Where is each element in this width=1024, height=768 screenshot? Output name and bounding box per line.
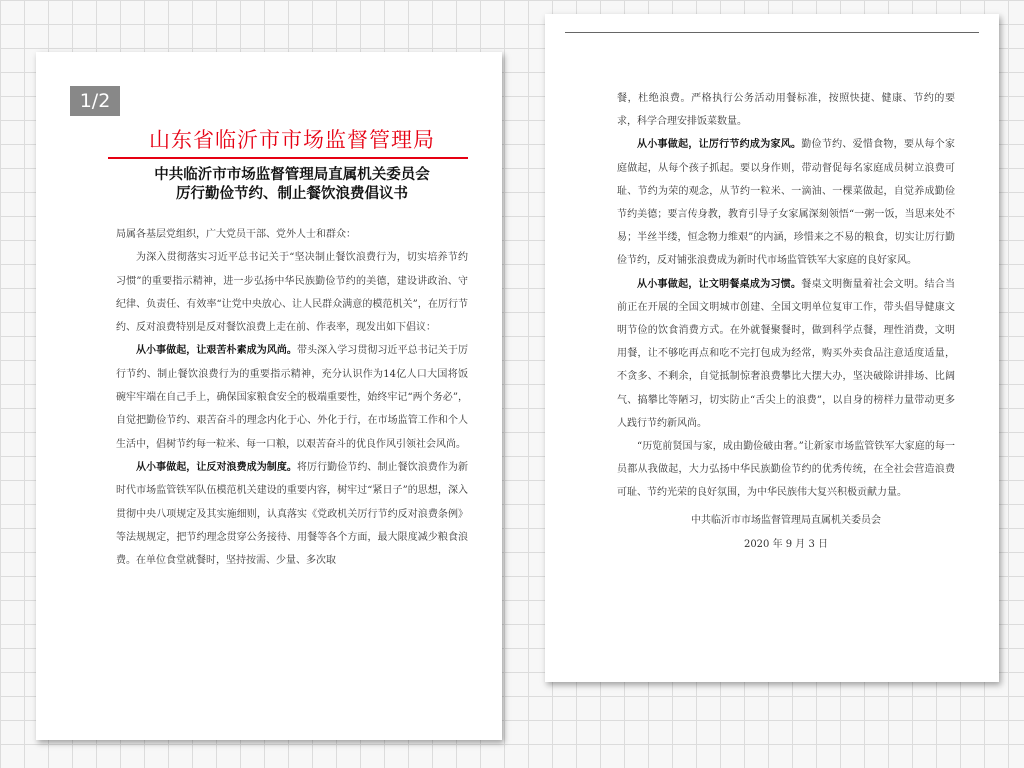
closing-paragraph: “历览前贤国与家，成由勤俭破由奢。”让新家市场监管铁军大家庭的每一员都从我做起，大力弘扬中华民族勤俭节约的优秀传统，在全社会营造浪费可耻、节约光荣的良好氛围，为中华民族伟大复兴积极贡献力量。	[617, 441, 955, 499]
section-4-paragraph	[617, 273, 955, 435]
title-line-1: 中共临沂市市场监督管理局直属机关委员会	[154, 166, 430, 183]
section-1-body: 带头深入学习贯彻习近平总书记关于厉行节约、制止餐饮浪费行为的重要指示精神，充分认识作为14亿人口大国将饭碗牢牢端在自己手上，确保国家粮食安全的极端重要性，始终牢记“两个务必”，自觉把勤俭节约、艰苦奋斗的理念内化于心、外化于行，在市场监管工作和个人生活中，倡树节约每一粒米、每一口粮，以艰苦奋斗的优良作风引领社会风尚。	[116, 345, 468, 450]
red-rule-divider	[108, 157, 468, 159]
document-title	[116, 165, 468, 203]
section-2-body: 将厉行勤俭节约、制止餐饮浪费作为新时代市场监管铁军队伍模范机关建设的重要内容，树牢过“紧日子”的思想，深入贯彻中央八项规定及其实施细则，认真落实《党政机关厉行节约反对浪费条例》等法规规定，把节约理念贯穿公务接待、用餐等各个方面，最大限度减少粮食浪费。在单位食堂就餐时，坚持按需、少量、多次取	[116, 461, 468, 567]
document-page-2	[545, 14, 999, 682]
document-page-1	[36, 52, 502, 740]
salutation: 局属各基层党组织，广大党员干部、党外人士和群众：	[116, 229, 356, 240]
signature-org: 中共临沂市市场监督管理局直属机关委员会	[691, 514, 881, 526]
section-4-body: 餐桌文明衡量着社会文明。结合当前正在开展的全国文明城市创建、全国文明单位复审工作，带头倡导健康文明节俭的饮食消费方式。在外就餐聚餐时，做到科学点餐，理性消费，文明用餐，让不够吃再点和吃不完打包成为经常，购买外卖食品注意适度适量，不贪多、不剩余，自觉抵制惊奢浪费攀比大摆大办，坚决破除讲排场、比阔气、搞攀比等陋习，切实防止“舌尖上的浪费”，以自身的榜样力量带动更多人践行节约新风尚。	[617, 278, 956, 429]
letterhead: 山东省临沂市市场监督管理局	[149, 128, 435, 152]
section-2-heading: 从小事做起，让反对浪费成为制度。	[136, 461, 297, 473]
page-2-body	[617, 87, 955, 505]
section-2-paragraph	[116, 456, 468, 572]
signature-date: 2020 年 9 月 3 日	[743, 538, 829, 550]
section-3-paragraph	[617, 133, 955, 272]
signature-block	[617, 509, 955, 557]
section-1-heading: 从小事做起，让艰苦朴素成为风尚。	[136, 345, 297, 357]
page-indicator-badge: 1/2	[70, 86, 120, 116]
page-1-body	[116, 223, 468, 572]
section-3-heading: 从小事做起，让厉行节约成为家风。	[637, 139, 802, 151]
section-4-heading: 从小事做起，让文明餐桌成为习惯。	[637, 278, 802, 290]
title-line-2: 厉行勤俭节约、制止餐饮浪费倡议书	[176, 185, 408, 202]
section-3-body: 勤俭节约、爱惜食物，要从每个家庭做起，从每个孩子抓起。要以身作则，带动督促每名家庭成员树立浪费可耻、节约为荣的观念，从节约一粒米、一滴油、一棵菜做起，自觉养成勤俭节约美德；要言传身教，教育引导子女家属深刻领悟“一粥一饭，当思来处不易；半丝半缕，恒念物力维艰”的内涵，珍惜来之不易的粮食，切实让厉行勤俭节约，反对铺张浪费成为新时代市场监管铁军大家庭的良好家风。	[617, 139, 956, 267]
intro-paragraph: 为深入贯彻落实习近平总书记关于“坚决制止餐饮浪费行为，切实培养节约习惯”的重要指示精神，进一步弘扬中华民族勤俭节约的美德，建设讲政治、守纪律、负责任、有效率“让党中央放心、让人民群众满意的模范机关”，在厉行节约、反对浪费特别是反对餐饮浪费上走在前、作表率，现发出如下倡议：	[116, 252, 468, 334]
continuation-paragraph: 餐，杜绝浪费。严格执行公务活动用餐标准，按照快捷、健康、节约的要求，科学合理安排饭菜数量。	[617, 93, 955, 128]
section-1-paragraph	[116, 339, 468, 455]
header-rule	[565, 32, 979, 33]
